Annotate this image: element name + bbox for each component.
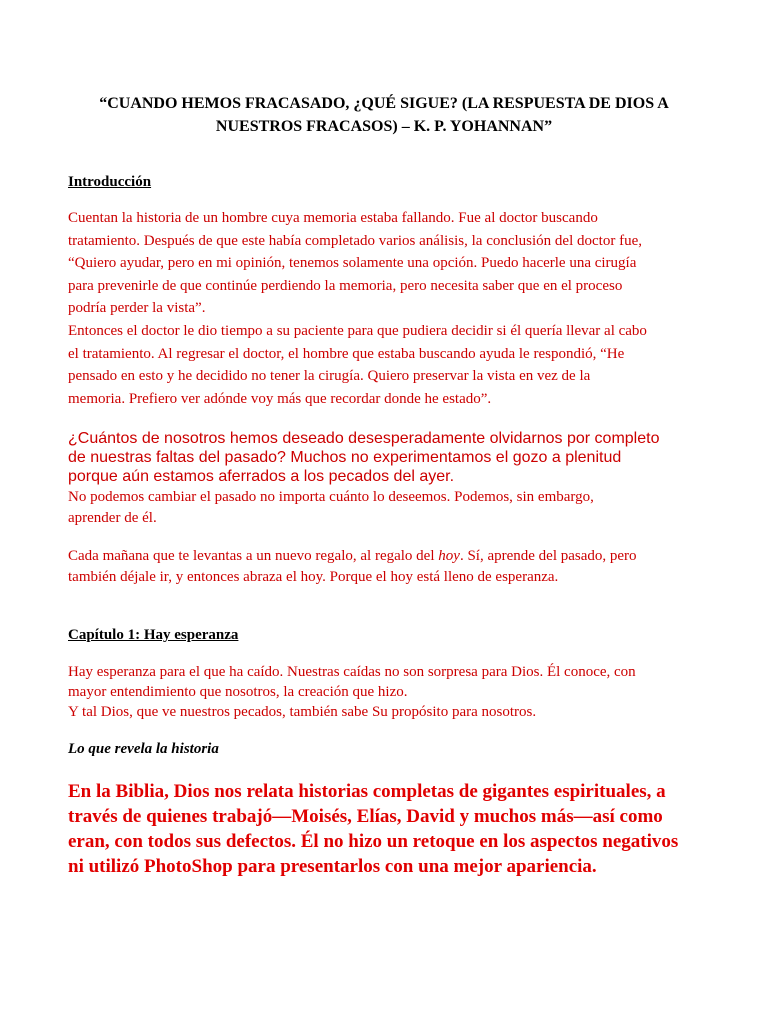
question-line: ¿Cuántos de nosotros hemos deseado desesperadamente olvidarnos por completo: [68, 430, 660, 447]
intro-line: Entonces el doctor le dio tiempo a su paciente para que pudiera decidir si él quería llevar al cabo: [68, 322, 647, 339]
intro-line: podría perder la vista”.: [68, 300, 206, 317]
intro-line: tratamiento. Después de que este había completado varios análisis, la conclusión del doctor fue,: [68, 232, 642, 249]
intro-paragraph: [68, 207, 708, 410]
intro-line: para prevenirle de que continúe perdiendo la memoria, pero necesita saber que en el proceso: [68, 277, 623, 294]
bible-line: eran, con todos sus defectos. Él no hizo un retoque en los aspectos negativos: [68, 831, 679, 852]
morning-line: también déjale ir, y entonces abraza el hoy. Porque el hoy está lleno de esperanza.: [68, 569, 559, 585]
intro-heading: Introducción: [68, 174, 152, 190]
chapter-heading: Capítulo 1: Hay esperanza: [68, 627, 239, 643]
hope-line: Hay esperanza para el que ha caído. Nuestras caídas no son sorpresa para Dios. Él conoce, con: [68, 664, 636, 680]
bible-line: ni utilizó PhotoShop para presentarlos con una mejor apariencia.: [68, 856, 597, 877]
hope-line: Y tal Dios, que ve nuestros pecados, también sabe Su propósito para nosotros.: [68, 704, 537, 720]
past-paragraph: [68, 487, 708, 529]
past-line: aprender de él.: [68, 510, 157, 526]
history-subheading: Lo que revela la historia: [68, 741, 219, 757]
morning-text: . Sí, aprende del pasado, pero: [459, 548, 637, 564]
morning-text: Cada mañana que te levantas a un nuevo regalo, al regalo del: [68, 548, 439, 564]
question-line: de nuestras faltas del pasado? Muchos no experimentamos el gozo a plenitud: [68, 449, 622, 466]
past-line: No podemos cambiar el pasado no importa cuánto lo deseemos. Podemos, sin embargo,: [68, 489, 594, 505]
morning-emphasis: hoy: [438, 548, 460, 564]
intro-line: “Quiero ayudar, pero en mi opinión, tenemos solamente una opción. Puedo hacerle una cirugía: [68, 255, 637, 272]
bible-line: En la Biblia, Dios nos relata historias completas de gigantes espirituales, a: [68, 781, 666, 802]
intro-line: pensado en esto y he decidido no tener la cirugía. Quiero preservar la vista en vez de la: [68, 368, 591, 385]
question-paragraph: [68, 429, 708, 486]
morning-paragraph: [68, 546, 708, 588]
intro-line: el tratamiento. Al regresar el doctor, el hombre que estaba buscando ayuda le respondió, “He: [68, 345, 625, 362]
hope-paragraph: [68, 662, 708, 722]
intro-line: Cuentan la historia de un hombre cuya memoria estaba fallando. Fue al doctor buscando: [68, 210, 598, 226]
bible-line: través de quienes trabajó—Moisés, Elías, David y muchos más—así como: [68, 806, 663, 827]
question-line: porque aún estamos aferrados a los pecados del ayer.: [68, 468, 455, 485]
bible-paragraph: [68, 779, 728, 879]
hope-line: mayor entendimiento que nosotros, la creación que hizo.: [68, 684, 408, 700]
intro-line: memoria. Prefiero ver adónde voy más que recordar donde he estado”.: [68, 390, 492, 407]
morning-line: [68, 546, 708, 567]
document-title: “CUANDO HEMOS FRACASADO, ¿QUÉ SIGUE? (LA RESPUESTA DE DIOS A NUESTROS FRACASOS) – K. P. YOHANNAN”: [99, 95, 669, 135]
